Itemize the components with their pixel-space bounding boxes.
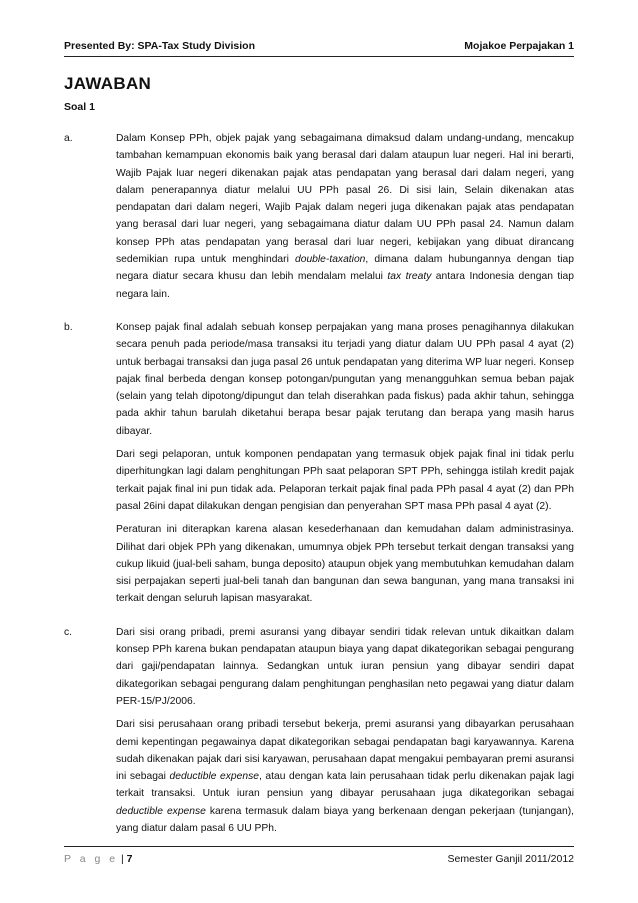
- answer-paragraph: Dari sisi perusahaan orang pribadi tersebut bekerja, premi asuransi yang dibayarkan perusahaan demi kepentingan pegawainya dapat dikategorikan sebagai pendapatan bagi karyawannya. Karena sudah dikenakan pajak dari sisi karyawan, perusahaan dapat mengakui pembayaran premi asuransi ini sebagai deductible expense, atau dengan kata lain perusahaan tidak perlu dikenakan pajak lagi terkait transaksi. Untuk iuran pensiun yang dibayar perusahaan juga dikategorikan sebagai deductible expense karena termasuk dalam biaya yang berkenaan dengan pekerjaan (tunjangan), yang diatur dalam pasal 6 UU PPh.: [116, 719, 574, 834]
- page-footer: [64, 846, 574, 867]
- answer-content: [64, 130, 574, 853]
- answer-paragraph: Dari segi pelaporan, untuk komponen pendapatan yang termasuk objek pajak final ini tidak perlu diperhitungkan lagi dalam penghitungan PPh saat pelaporan SPT PPh, sehingga istilah kredit pajak terkait pajak final ini pun tidak ada. Pelaporan terkait pajak final pada PPh pasal 4 ayat (2) dan PPh pasal 26ini dapat dilakukan dengan pengisian dan penyerahan SPT masa PPh pasal 4 ayat (2).: [116, 449, 574, 512]
- section-heading: Soal 1: [64, 101, 95, 113]
- answer-paragraph: Dalam Konsep PPh, objek pajak yang sebagaimana dimaksud dalam undang-undang, mencakup tambahan kemampuan ekonomis baik yang berasal dari dalam ataupun luar negeri. Hal ini berarti, Wajib Pajak luar negeri dikenakan pajak atas pendapatan yang berasal dari dalam negeri, yang dalam penerapannya diatur melalui UU PPh pasal 26. Di sisi lain, Selain dikenakan atas pendapatan dari dalam negeri, Wajib Pajak dalam negeri juga dikenakan pajak atas pendapatan yang berasal dari luar negeri, yang sebagaimana diatur dalam UU PPh pasal 24. Namun dalam konsep PPh atas pendapatan yang berasal dari luar negeri, kebijakan yang dibuat dirancang sedemikian rupa untuk menghindari double-taxation, dimana dalam hubungannya dengan tiap negara diatur secara khusu dan lebih mendalam melalui tax treaty antara Indonesia dengan tiap negara lain.: [116, 133, 574, 300]
- answer-paragraph: Peraturan ini diterapkan karena alasan kesederhanaan dan kemudahan dalam administrasinya. Dilihat dari objek PPh yang dikenakan, umumnya objek PPh tersebut terkait dengan transaksi yang cukup likuid (jual-beli saham, bunga deposito) ataupun objek yang membutuhkan kemudahan dalam sisi perpajakan seperti jual-beli tanah dan bangunan dan sewa bangunan, yang mana transaksi ini terkait dengan seluruh lapisan masyarakat.: [116, 524, 574, 605]
- answer-label: c.: [64, 626, 73, 638]
- answer-label: a.: [64, 133, 73, 144]
- answer-item: [64, 319, 574, 608]
- answer-label: b.: [64, 321, 73, 333]
- page-word: P a g e: [64, 853, 119, 865]
- page-indicator: [64, 853, 133, 865]
- header-left: Presented By: SPA-Tax Study Division: [64, 40, 255, 52]
- page-title: JAWABAN: [64, 74, 152, 93]
- page-separator: |: [121, 853, 124, 865]
- answer-paragraph: Konsep pajak final adalah sebuah konsep perpajakan yang mana proses penagihannya dilakukan secara penuh pada periode/masa transaksi itu terjadi yang diatur dalam UU PPh pasal 4 ayat (2) untuk berbagai transaksi dan juga pasal 26 untuk pendapatan yang diterima WP luar negeri. Konsep pajak final berbeda dengan konsep potongan/pungutan yang menangguhkan semua beban pajak (selain yang telah dipotong/dipungut dan telah diserahkan pada fiskus) pada akhir tahun, sehingga pada akhir tahun barulah diketahui berapa besar pajak terutang dan berapa yang masih harus dibayar.: [116, 321, 574, 437]
- answer-body: [116, 130, 574, 303]
- answer-paragraph: Dari sisi orang pribadi, premi asuransi yang dibayar sendiri tidak relevan untuk dikaitkan dalam konsep PPh karena bukan pendapatan ataupun biaya yang dapat dikategorikan sebagai pengurang dari gaji/pendapatan lainnya. Sedangkan untuk iuran pensiun yang dibayar sendiri dapat dikategorikan sebagai pengurang dalam penghitungan penghasilan neto pegawai yang diatur dalam PER-15/PJ/2006.: [116, 626, 574, 707]
- page-header: [64, 38, 574, 57]
- answer-item: [64, 624, 574, 838]
- answer-body: [116, 319, 574, 608]
- page-number: 7: [126, 853, 133, 865]
- answer-item: [64, 130, 574, 303]
- answer-body: [116, 624, 574, 838]
- footer-semester: Semester Ganjil 2011/2012: [447, 853, 574, 865]
- header-right: Mojakoe Perpajakan 1: [464, 40, 574, 52]
